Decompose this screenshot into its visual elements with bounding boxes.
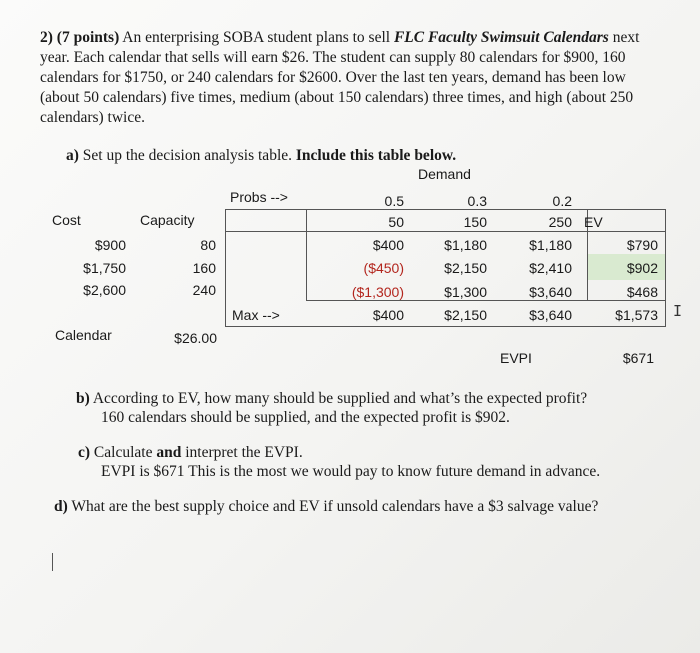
part-d-question: What are the best supply choice and EV if unsold calendars have a $3 salvage value? [71, 498, 599, 515]
payoff-cell: $2,410 [529, 260, 572, 276]
part-c [78, 443, 303, 463]
text-cursor-icon: I [673, 302, 683, 320]
max-cell: $3,640 [529, 307, 572, 323]
part-a-label: a) [66, 147, 79, 164]
demand-cell: 50 [388, 214, 404, 230]
header-divider [225, 231, 666, 232]
max-ev-cell: $1,573 [615, 307, 658, 323]
ev-header: EV [584, 214, 603, 230]
part-c-q1: Calculate [93, 444, 157, 461]
demand-cell: 250 [548, 214, 572, 230]
part-b-answer: 160 calendars should be supplied, and the expected profit is $902. [101, 409, 510, 426]
prob-cell: 0.2 [552, 193, 572, 209]
payoff-cell: $1,300 [444, 284, 487, 300]
payoff-cell: $1,180 [529, 237, 572, 253]
max-cell: $2,150 [444, 307, 487, 323]
question-number: 2) [40, 29, 53, 46]
part-c-q2: interpret the EVPI. [181, 444, 303, 461]
part-d-label: d) [54, 498, 68, 515]
payoff-cell-negative: ($450) [363, 260, 404, 276]
demand-label: Demand [418, 166, 471, 182]
row-capacity: 80 [200, 237, 216, 253]
prob-cell: 0.3 [467, 193, 487, 209]
part-b-question: According to EV, how many should be supplied and what’s the expected profit? [92, 390, 588, 407]
question-text-1: An enterprising SOBA student plans to sell [119, 29, 394, 46]
row-capacity: 160 [192, 260, 216, 276]
ev-cell: $468 [626, 284, 658, 300]
part-c-q-bold: and [156, 444, 182, 461]
part-b [76, 389, 587, 409]
ev-cell-best: $902 [626, 260, 658, 276]
part-a-bold: Include this table below. [295, 147, 457, 164]
payoff-cell: $1,180 [444, 237, 487, 253]
question-text-2: next year. Each calendar that sells will earn $26. The student can supply 80 calendars for $900, 160 calendars for $1750, or 240 calendars for $2600. Over the last ten years, demand has been low (about 50 calendars) five times, medium (about 150 calendars) three times, and high (about 250 calendars) twice. [40, 29, 640, 126]
cost-label: Cost [52, 212, 81, 228]
question-points: (7 points) [56, 29, 120, 46]
row-cost: $2,600 [83, 282, 126, 298]
evpi-label: EVPI [500, 350, 532, 366]
row-cost: $1,750 [83, 260, 126, 276]
probs-label: Probs --> [230, 189, 288, 205]
part-d [54, 497, 598, 517]
payoff-cell: $2,150 [444, 260, 487, 276]
part-c-answer: EVPI is $671 This is the most we would pay to know future demand in advance. [101, 463, 601, 480]
part-a [66, 146, 456, 166]
calendar-label: Calendar [55, 327, 112, 343]
max-label: Max --> [232, 307, 280, 323]
evpi-value: $671 [622, 350, 654, 366]
payoff-cell: $3,640 [529, 284, 572, 300]
capacity-label: Capacity [140, 212, 195, 228]
question-intro [40, 28, 640, 128]
part-a-text: Set up the decision analysis table. [78, 147, 296, 164]
demand-cell: 150 [463, 214, 487, 230]
payoff-cell-negative: ($1,300) [351, 284, 404, 300]
part-c-label: c) [78, 444, 91, 461]
ev-cell: $790 [626, 237, 658, 253]
row-cost: $900 [94, 237, 126, 253]
row-capacity: 240 [192, 282, 216, 298]
payoff-cell: $400 [372, 237, 404, 253]
product-name: FLC Faculty Swimsuit Calendars [393, 29, 609, 46]
max-cell: $400 [372, 307, 404, 323]
part-b-label: b) [76, 390, 90, 407]
prob-cell: 0.5 [384, 193, 404, 209]
calendar-price: $26.00 [174, 330, 217, 346]
text-caret [52, 553, 53, 571]
